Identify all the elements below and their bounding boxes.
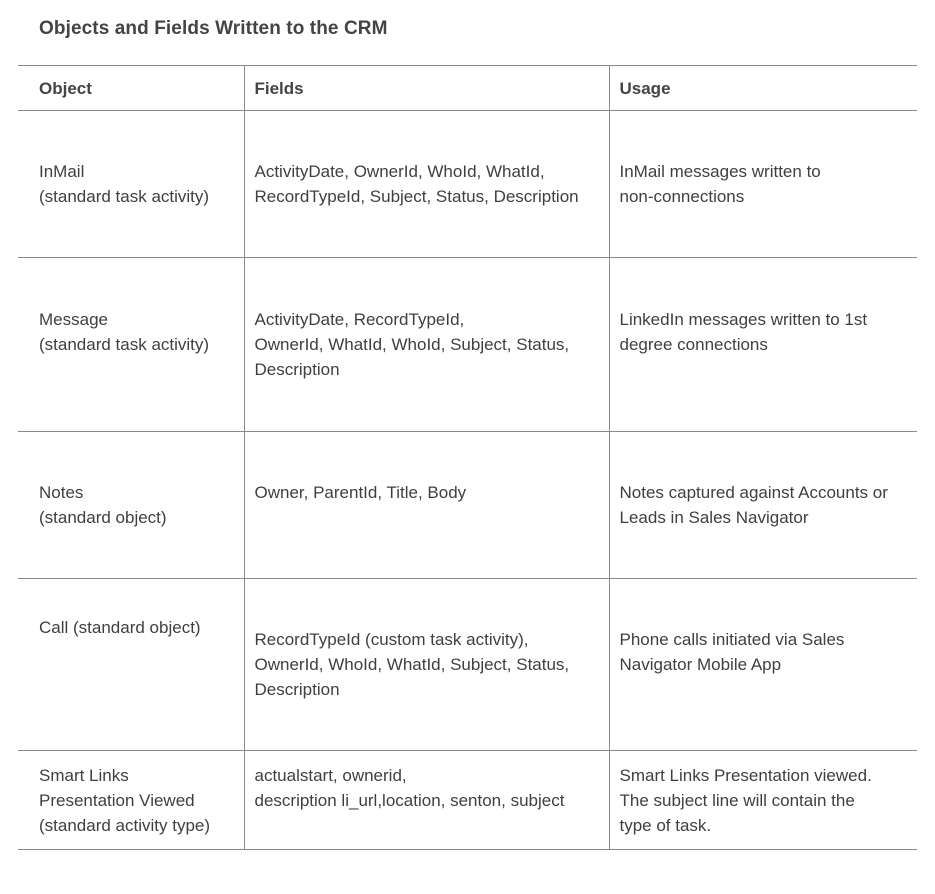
table-row <box>18 579 917 751</box>
table-row <box>18 751 917 850</box>
fields-text: Owner, ParentId, Title, Body <box>254 483 467 502</box>
header-fields: Fields <box>244 66 609 111</box>
cell-object <box>18 751 244 850</box>
usage-text: Smart Links Presentation viewed. The subject line will contain the type of task. <box>619 765 872 835</box>
usage-text: LinkedIn messages written to 1st degree connections <box>619 310 868 354</box>
cell-object <box>18 111 244 258</box>
object-text: Smart Links Presentation Viewed (standard activity type) <box>39 765 211 835</box>
cell-fields <box>244 432 609 579</box>
crm-objects-table <box>18 65 917 850</box>
cell-usage <box>609 579 917 751</box>
fields-text: RecordTypeId (custom task activity), OwnerId, WhoId, WhatId, Subject, Status, Description <box>254 630 570 699</box>
cell-fields <box>244 111 609 258</box>
fields-text: ActivityDate, RecordTypeId, OwnerId, WhatId, WhoId, Subject, Status, Description <box>254 310 570 379</box>
cell-usage <box>609 258 917 432</box>
cell-usage <box>609 432 917 579</box>
object-text: InMail (standard task activity) <box>39 162 210 206</box>
fields-text: actualstart, ownerid, description li_url,location, senton, subject <box>254 765 565 810</box>
table-header-row <box>18 66 917 111</box>
usage-text: Notes captured against Accounts or Leads in Sales Navigator <box>619 483 888 527</box>
object-text: Notes (standard object) <box>39 483 167 527</box>
header-object: Object <box>18 66 244 111</box>
header-usage: Usage <box>609 66 917 111</box>
fields-text: ActivityDate, OwnerId, WhoId, WhatId, RecordTypeId, Subject, Status, Description <box>254 162 579 206</box>
usage-text: InMail messages written to non-connections <box>619 162 821 206</box>
object-text: Message (standard task activity) <box>39 310 210 354</box>
table-row <box>18 111 917 258</box>
page-title: Objects and Fields Written to the CRM <box>39 18 388 39</box>
cell-usage <box>609 751 917 850</box>
usage-text: Phone calls initiated via Sales Navigator Mobile App <box>619 630 845 674</box>
cell-fields <box>244 751 609 850</box>
cell-object <box>18 258 244 432</box>
cell-fields <box>244 258 609 432</box>
cell-usage <box>609 111 917 258</box>
cell-object <box>18 579 244 751</box>
cell-fields <box>244 579 609 751</box>
cell-object <box>18 432 244 579</box>
table-row <box>18 258 917 432</box>
table-row <box>18 432 917 579</box>
object-text: Call (standard object) <box>39 617 201 637</box>
